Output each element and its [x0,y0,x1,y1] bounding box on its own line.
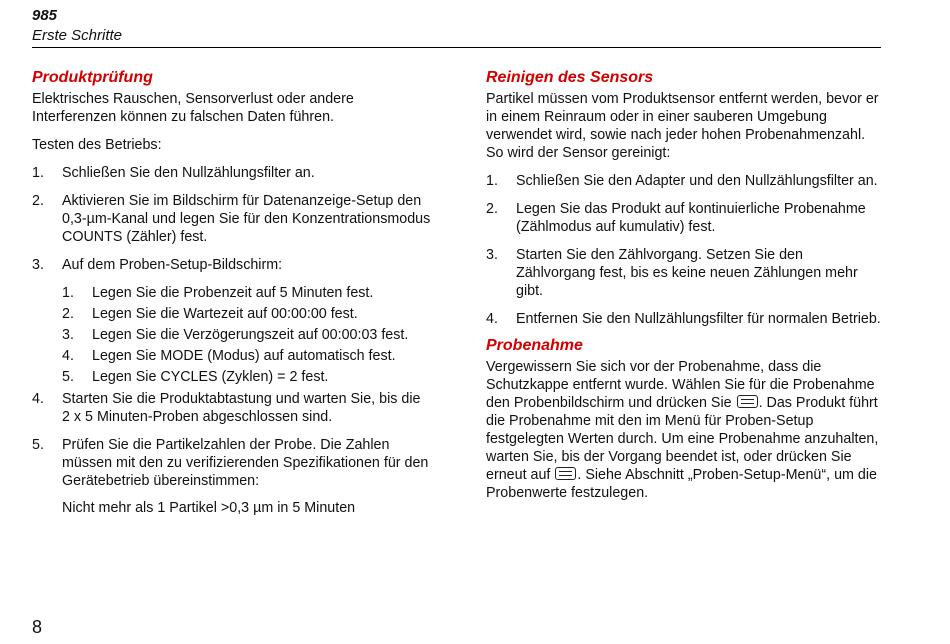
running-header [32,6,122,46]
list-number: 2. [62,306,74,322]
heading-sampling: Probenahme [486,337,583,354]
sub-list-item [62,347,432,365]
list-number: 2. [32,193,44,209]
list-item [486,246,881,300]
list-item [32,256,432,274]
list-item [486,310,881,328]
section-title: Erste Schritte [32,27,123,44]
list-text: Legen Sie die Wartezeit auf 00:00:00 fest. [92,306,358,322]
list-number: 1. [486,173,498,189]
spec-note: Nicht mehr als 1 Partikel >0,3 µm in 5 Minuten [62,500,356,516]
list-text: Legen Sie die Probenzeit auf 5 Minuten fest. [92,285,374,301]
header-rule [32,47,881,48]
intro-paragraph: Elektrisches Rauschen, Sensorverlust oder andere Interferenzen können zu falschen Daten führen. [32,91,354,125]
list-text: Legen Sie CYCLES (Zyklen) = 2 fest. [92,369,329,385]
list-item [32,192,432,246]
right-column [486,68,881,502]
list-number: 3. [32,257,44,273]
test-label: Testen des Betriebs: [32,137,162,153]
sub-list-item [62,368,432,386]
heading-cleaning-sensor: Reinigen des Sensors [486,69,654,86]
page-number: 8 [32,617,43,637]
list-item [32,436,432,490]
list-text: Schließen Sie den Adapter und den Nullzählungsfilter an. [516,173,878,189]
list-number: 3. [62,327,74,343]
list-item [32,164,432,182]
list-number: 4. [62,348,74,364]
list-text: Legen Sie MODE (Modus) auf automatisch fest. [92,348,396,364]
list-item [486,200,881,236]
sub-list-item [62,305,432,323]
list-item [486,172,881,190]
list-text: Legen Sie die Verzögerungszeit auf 00:00:03 fest. [92,327,409,343]
sub-list-item [62,326,432,344]
sampling-text-c: . Siehe Abschnitt „Proben-Setup-Menü“, um die Probenwerte festzulegen. [486,467,877,501]
enter-select-key-icon [555,467,576,480]
heading-product-check: Produktprüfung [32,69,153,86]
list-number: 1. [62,285,74,301]
enter-select-key-icon [737,395,758,408]
list-text: Starten Sie die Produktabtastung und warten Sie, bis die 2 x 5 Minuten-Proben abgeschlossen sind. [62,391,421,425]
model-number: 985 [32,7,58,24]
list-text: Entfernen Sie den Nullzählungsfilter für normalen Betrieb. [516,311,881,327]
list-number: 1. [32,165,44,181]
sampling-text-b: . Das Produkt führt die Probenahme mit den im Menü für Proben-Setup festgelegten Werten durch. Um eine Probenahme anzuhalten, warten Sie, bis der Vorgang beendet ist, oder drücken Sie erneut auf [486,395,879,483]
list-text: Legen Sie das Produkt auf kontinuierliche Probenahme (Zählmodus auf kumulativ) fest. [516,201,866,235]
sub-list [32,284,432,386]
sampling-text-a: Vergewissern Sie sich vor der Probenahme, dass die Schutzkappe entfernt wurde. Wählen Sie für die Probenahme den Probenbildschirm und drücken Sie [486,359,875,411]
cleaning-intro: Partikel müssen vom Produktsensor entfernt werden, bevor er in einem Reinraum oder in einer sauberen Umgebung verwendet wird, sowie nach jeder hohen Probenahmenzahl. So wird der Sensor gereinigt: [486,91,879,161]
sub-list-item [62,284,432,302]
list-number: 4. [486,311,498,327]
list-text: Prüfen Sie die Partikelzahlen der Probe. Die Zahlen müssen mit den zu verifizierenden Spezifikationen für den Gerätebetrieb übereinstimmen: [62,437,429,489]
list-text: Aktivieren Sie im Bildschirm für Datenanzeige-Setup den 0,3-µm-Kanal und legen Sie für den Konzentrationsmodus COUNTS (Zähler) fest. [62,193,431,245]
list-number: 5. [62,369,74,385]
list-text: Starten Sie den Zählvorgang. Setzen Sie den Zählvorgang fest, bis es keine neuen Zählungen mehr gibt. [516,247,858,299]
list-text: Schließen Sie den Nullzählungsfilter an. [62,165,315,181]
list-item [32,390,432,426]
list-number: 3. [486,247,498,263]
left-column [32,68,432,517]
list-number: 4. [32,391,44,407]
list-text: Auf dem Proben-Setup-Bildschirm: [62,257,283,273]
sampling-paragraph [486,358,881,502]
list-number: 5. [32,437,44,453]
list-number: 2. [486,201,498,217]
